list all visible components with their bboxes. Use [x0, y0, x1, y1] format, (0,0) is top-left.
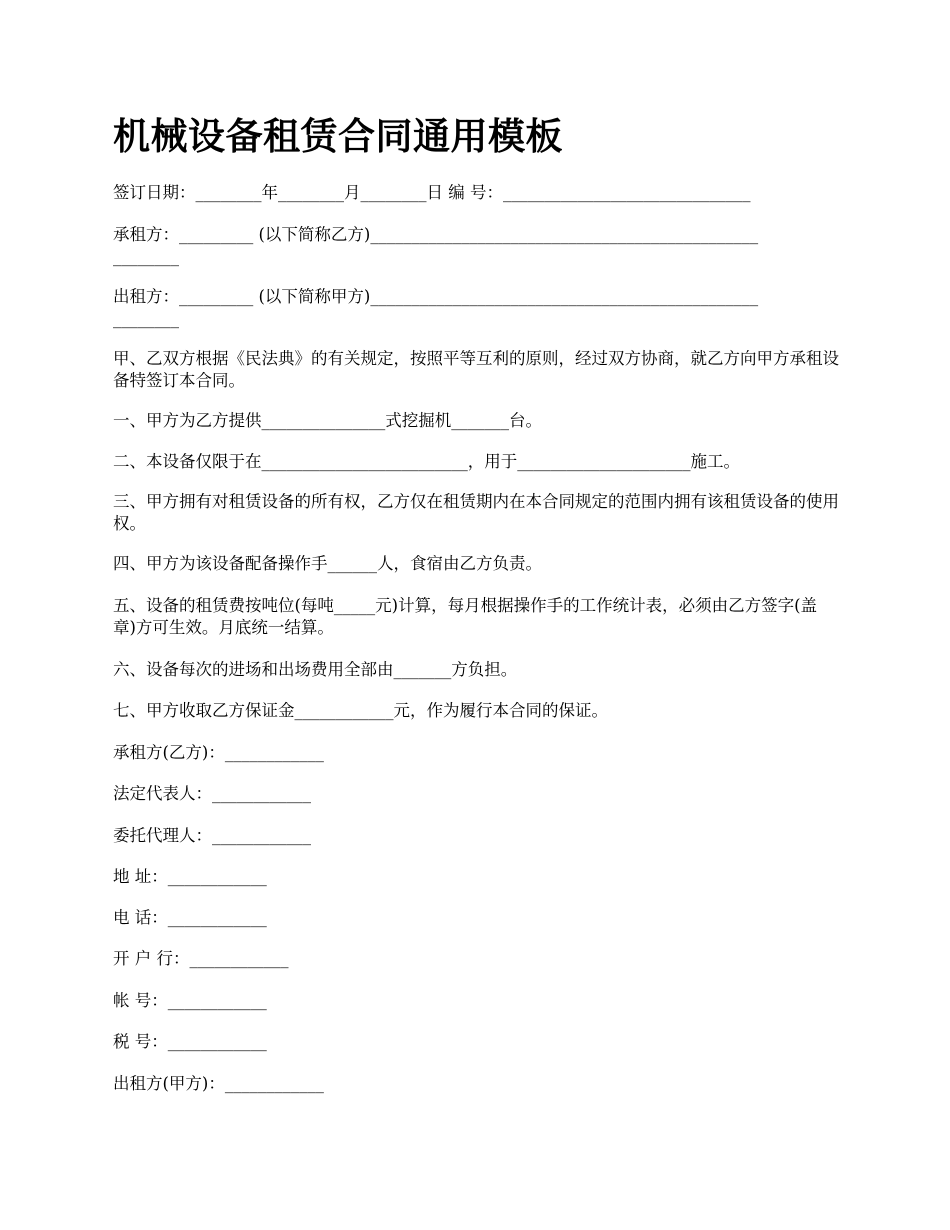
lessee-line: 承租方：_________ (以下简称乙方)_______________________________________________: [113, 225, 759, 244]
lessee-line-continued: ________: [113, 247, 179, 266]
clause-2: 二、本设备仅限于在_________________________，用于_____________________施工。: [113, 452, 740, 471]
intro-paragraph: 甲、乙双方根据《民法典》的有关规定，按照平等互利的原则，经过双方协商，就乙方向甲方承租设备特签订本合同。: [113, 349, 839, 390]
lessor-line-continued: ________: [113, 309, 179, 328]
sign-date-line: 签订日期：________年________月________日 编 号：______________________________: [113, 183, 751, 202]
clause-3: 三、甲方拥有对租赁设备的所有权，乙方仅在租赁期内在本合同规定的范围内拥有该租赁设备的使用权。: [113, 492, 839, 533]
document-title: 机械设备租赁合同通用模板: [113, 115, 563, 158]
clause-1: 一、甲方为乙方提供_______________式挖掘机_______台。: [113, 411, 542, 430]
address-field: 地 址：____________: [113, 867, 267, 886]
lessor-party-field: 出租方(甲方)：____________: [113, 1074, 324, 1093]
legal-representative-field: 法定代表人：____________: [113, 784, 311, 803]
phone-field: 电 话：____________: [113, 908, 267, 927]
clause-5: 五、设备的租赁费按吨位(每吨_____元)计算，每月根据操作手的工作统计表，必须由乙方签字(盖章)方可生效。月底统一结算。: [113, 596, 818, 637]
agent-field: 委托代理人：____________: [113, 826, 311, 845]
clause-4: 四、甲方为该设备配备操作手______人，食宿由乙方负责。: [113, 554, 542, 573]
lessee-party-field: 承租方(乙方)：____________: [113, 743, 324, 762]
clause-6: 六、设备每次的进场和出场费用全部由_______方负担。: [113, 660, 518, 679]
clause-7: 七、甲方收取乙方保证金____________元，作为履行本合同的保证。: [113, 701, 608, 720]
account-field: 帐 号：____________: [113, 991, 267, 1010]
tax-number-field: 税 号：____________: [113, 1032, 267, 1051]
lessor-line: 出租方：_________ (以下简称甲方)_______________________________________________: [113, 287, 759, 306]
bank-field: 开 户 行：____________: [113, 949, 289, 968]
